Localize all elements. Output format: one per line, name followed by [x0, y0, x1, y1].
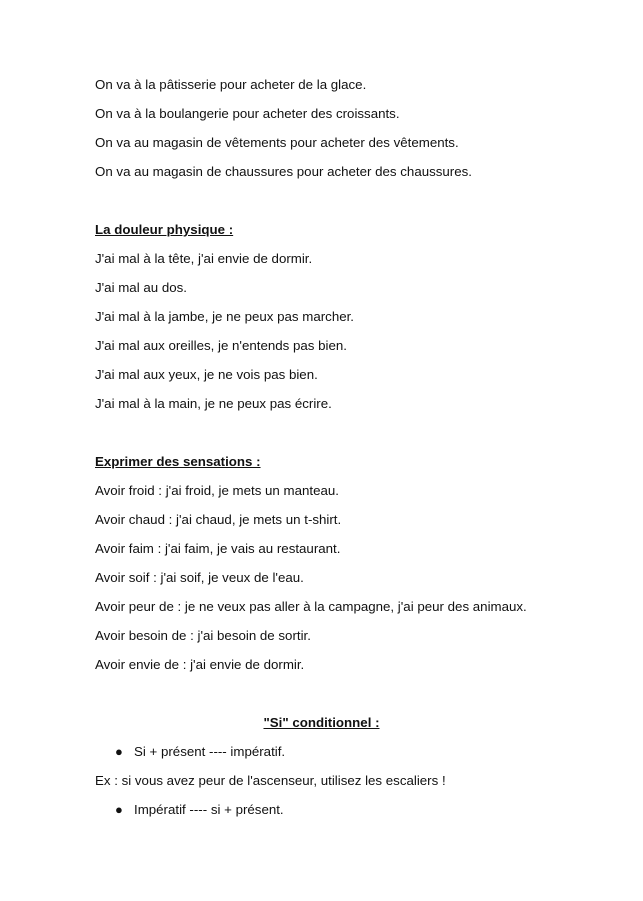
conditionnel-heading-text: "Si" conditionnel :: [263, 715, 380, 730]
spacer: [95, 685, 615, 714]
spacer: [95, 192, 615, 221]
bullet-text: Impératif ---- si + présent.: [134, 802, 284, 817]
bullet-item: [95, 743, 615, 772]
section-heading-conditionnel: [0, 714, 643, 743]
bullet-item: [95, 801, 615, 830]
shopping-line: On va à la boulangerie pour acheter des croissants.: [95, 106, 400, 121]
sensation-line: Avoir besoin de : j'ai besoin de sortir.: [95, 628, 311, 643]
section-heading-sensations: Exprimer des sensations :: [95, 454, 261, 469]
sensation-line: Avoir faim : j'ai faim, je vais au restaurant.: [95, 541, 341, 556]
douleur-line: J'ai mal à la main, je ne peux pas écrire.: [95, 396, 332, 411]
shopping-line: On va au magasin de vêtements pour acheter des vêtements.: [95, 135, 459, 150]
sensation-line: Avoir chaud : j'ai chaud, je mets un t-shirt.: [95, 512, 342, 527]
sensation-line: Avoir envie de : j'ai envie de dormir.: [95, 657, 305, 672]
example-line: Ex : si vous avez peur de l'ascenseur, utilisez les escaliers !: [95, 773, 446, 788]
douleur-line: J'ai mal aux oreilles, je n'entends pas bien.: [95, 338, 347, 353]
shopping-line: On va au magasin de chaussures pour acheter des chaussures.: [95, 164, 472, 179]
douleur-line: J'ai mal à la jambe, je ne peux pas marcher.: [95, 309, 355, 324]
sensation-line: Avoir froid : j'ai froid, je mets un manteau.: [95, 483, 339, 498]
douleur-line: J'ai mal à la tête, j'ai envie de dormir.: [95, 251, 313, 266]
bullet-dot-icon: ●: [115, 744, 123, 759]
document-body: [95, 76, 615, 830]
sensation-line: Avoir soif : j'ai soif, je veux de l'eau.: [95, 570, 304, 585]
bullet-text: Si + présent ---- impératif.: [134, 744, 286, 759]
bullet-dot-icon: ●: [115, 802, 123, 817]
douleur-line: J'ai mal au dos.: [95, 280, 187, 295]
douleur-line: J'ai mal aux yeux, je ne vois pas bien.: [95, 367, 318, 382]
shopping-line: On va à la pâtisserie pour acheter de la glace.: [95, 77, 367, 92]
sensation-line: Avoir peur de : je ne veux pas aller à la campagne, j'ai peur des animaux.: [95, 599, 527, 614]
section-heading-douleur: La douleur physique :: [95, 222, 234, 237]
spacer: [95, 424, 615, 453]
